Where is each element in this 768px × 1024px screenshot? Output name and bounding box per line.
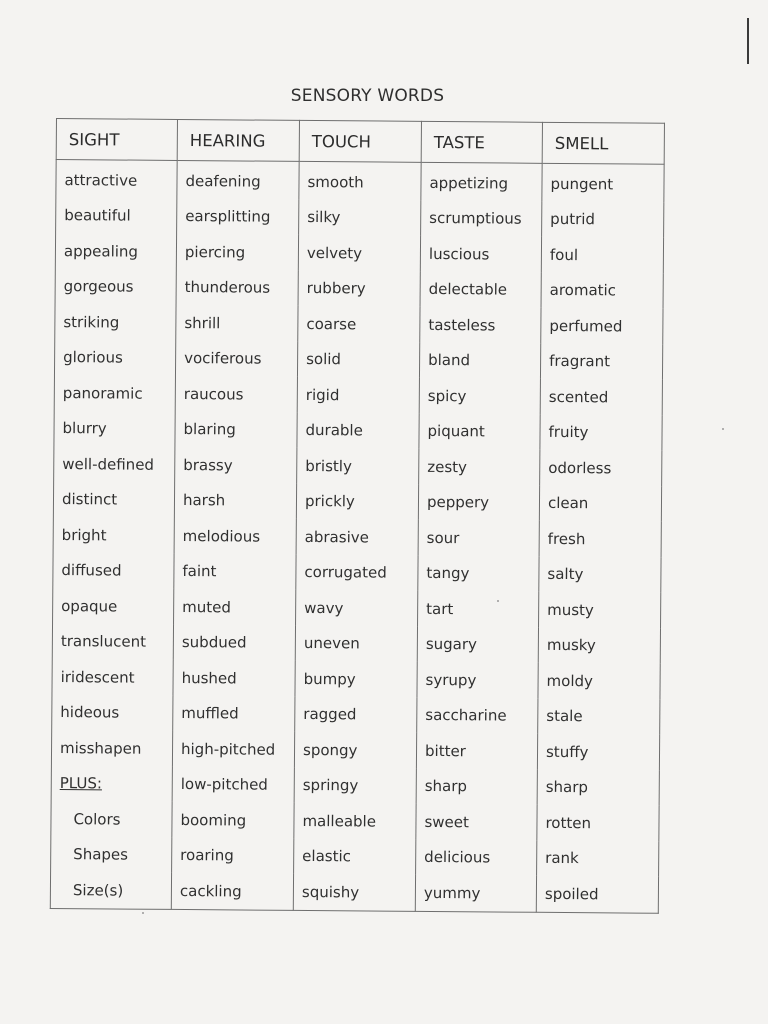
sight-word-cell: beautiful	[56, 198, 177, 234]
hearing-word-cell: booming	[172, 802, 294, 838]
sight-word-cell: glorious	[54, 339, 175, 375]
sensory-words-sheet	[50, 118, 664, 913]
smell-word-cell: perfumed	[541, 308, 663, 344]
taste-word-cell: delicious	[416, 839, 537, 875]
smell-word-cell: fruity	[540, 414, 662, 450]
table-row	[52, 623, 660, 663]
table-row	[51, 730, 659, 770]
touch-word-cell: durable	[297, 412, 419, 448]
hearing-word-cell: raucous	[175, 376, 297, 412]
taste-word-cell: scrumptious	[421, 200, 542, 236]
hearing-word-cell: low-pitched	[172, 766, 294, 802]
smell-word-cell: putrid	[542, 201, 664, 237]
smell-word-cell: spoiled	[536, 876, 658, 913]
hearing-word-cell: earsplitting	[177, 198, 299, 234]
touch-word-cell: silky	[299, 199, 421, 235]
sight-word-cell: well-defined	[54, 446, 175, 482]
touch-word-cell: ragged	[295, 696, 417, 732]
column-header-smell: SMELL	[542, 122, 664, 164]
touch-word-cell: elastic	[294, 838, 416, 874]
sight-word-cell: appealing	[55, 233, 176, 269]
touch-word-cell: bumpy	[295, 661, 417, 697]
touch-word-cell: squishy	[293, 874, 415, 911]
taste-word-cell: sour	[418, 520, 539, 556]
hearing-word-cell: thunderous	[176, 269, 298, 305]
table-row	[51, 836, 659, 876]
smell-word-cell: clean	[539, 485, 661, 521]
table-row	[53, 552, 661, 592]
touch-word-cell: velvety	[298, 235, 420, 271]
touch-word-cell: wavy	[296, 590, 418, 626]
hearing-word-cell: brassy	[175, 447, 297, 483]
sight-extra-item: Colors	[51, 801, 172, 837]
table-row	[52, 694, 660, 734]
table-row	[50, 872, 658, 913]
taste-word-cell: yummy	[415, 875, 536, 912]
touch-word-cell: smooth	[299, 161, 421, 200]
smell-word-cell: pungent	[542, 163, 664, 202]
touch-word-cell: bristly	[297, 448, 419, 484]
smell-word-cell: sharp	[537, 769, 659, 805]
touch-word-cell: malleable	[294, 803, 416, 839]
taste-word-cell: sweet	[416, 804, 537, 840]
touch-word-cell: springy	[294, 767, 416, 803]
smell-word-cell: fragrant	[540, 343, 662, 379]
smell-word-cell: foul	[541, 237, 663, 273]
table-row	[55, 268, 663, 308]
hearing-word-cell: muted	[174, 589, 296, 625]
taste-word-cell: zesty	[419, 449, 540, 485]
taste-word-cell: spicy	[419, 378, 540, 414]
sight-word-cell: attractive	[56, 160, 177, 199]
touch-word-cell: uneven	[295, 625, 417, 661]
scan-edge-mark	[747, 18, 749, 64]
header-row	[56, 119, 664, 165]
smell-word-cell: stuffy	[537, 734, 659, 770]
table-row	[53, 517, 661, 557]
sight-word-cell: bright	[53, 517, 174, 553]
hearing-word-cell: muffled	[173, 695, 295, 731]
hearing-word-cell: piercing	[176, 234, 298, 270]
sight-word-cell: hideous	[52, 694, 173, 730]
touch-word-cell: abrasive	[296, 519, 418, 555]
sight-word-cell: opaque	[53, 588, 174, 624]
taste-word-cell: appetizing	[421, 162, 542, 201]
hearing-word-cell: cackling	[171, 873, 293, 910]
table-row	[54, 339, 662, 379]
sight-word-cell: diffused	[53, 552, 174, 588]
sensory-words-table	[50, 118, 665, 913]
table-row	[52, 659, 660, 699]
hearing-word-cell: deafening	[177, 160, 299, 199]
taste-word-cell: peppery	[418, 484, 539, 520]
hearing-word-cell: shrill	[176, 305, 298, 341]
taste-word-cell: sugary	[417, 626, 538, 662]
sight-word-cell: misshapen	[51, 730, 172, 766]
table-row	[51, 765, 659, 805]
table-row	[54, 410, 662, 450]
touch-word-cell: prickly	[296, 483, 418, 519]
taste-word-cell: bitter	[416, 733, 537, 769]
sight-word-cell: distinct	[53, 481, 174, 517]
smell-word-cell: salty	[539, 556, 661, 592]
touch-word-cell: rubbery	[298, 270, 420, 306]
table-row	[55, 233, 663, 273]
hearing-word-cell: vociferous	[175, 340, 297, 376]
sight-word-cell: iridescent	[52, 659, 173, 695]
smell-word-cell: rotten	[537, 805, 659, 841]
smell-word-cell: musty	[539, 592, 661, 628]
table-row	[54, 446, 662, 486]
sight-extra-item: Shapes	[51, 836, 172, 872]
table-row	[56, 160, 664, 203]
smell-word-cell: rank	[537, 840, 659, 876]
smell-word-cell: moldy	[538, 663, 660, 699]
touch-word-cell: coarse	[298, 306, 420, 342]
table-row	[54, 375, 662, 415]
taste-word-cell: tangy	[418, 555, 539, 591]
touch-word-cell: rigid	[297, 377, 419, 413]
column-header-hearing: HEARING	[177, 119, 299, 161]
hearing-word-cell: subdued	[173, 624, 295, 660]
table-row	[55, 304, 663, 344]
taste-word-cell: bland	[419, 342, 540, 378]
smell-word-cell: odorless	[540, 450, 662, 486]
hearing-word-cell: melodious	[174, 518, 296, 554]
taste-word-cell: luscious	[420, 236, 541, 272]
table-body	[50, 160, 664, 913]
hearing-word-cell: blaring	[175, 411, 297, 447]
sight-word-cell: gorgeous	[55, 268, 176, 304]
sight-word-cell: blurry	[54, 410, 175, 446]
column-header-touch: TOUCH	[299, 120, 421, 162]
touch-word-cell: corrugated	[296, 554, 418, 590]
sight-word-cell: striking	[55, 304, 176, 340]
taste-word-cell: tart	[418, 591, 539, 627]
hearing-word-cell: hushed	[173, 660, 295, 696]
hearing-word-cell: harsh	[174, 482, 296, 518]
smell-word-cell: scented	[540, 379, 662, 415]
table-row	[56, 198, 664, 238]
sight-extra-item: Size(s)	[50, 872, 171, 909]
smell-word-cell: aromatic	[541, 272, 663, 308]
hearing-word-cell: roaring	[172, 837, 294, 873]
taste-word-cell: syrupy	[417, 662, 538, 698]
hearing-word-cell: high-pitched	[172, 731, 294, 767]
scan-speck	[722, 428, 724, 430]
column-header-taste: TASTE	[421, 121, 542, 163]
taste-word-cell: tasteless	[420, 307, 541, 343]
touch-word-cell: spongy	[294, 732, 416, 768]
sight-word-cell: panoramic	[54, 375, 175, 411]
smell-word-cell: fresh	[539, 521, 661, 557]
plus-label: PLUS:	[51, 765, 172, 801]
table-row	[53, 481, 661, 521]
sight-word-cell: translucent	[52, 623, 173, 659]
taste-word-cell: delectable	[420, 271, 541, 307]
page-title: SENSORY WORDS	[290, 86, 445, 106]
taste-word-cell: piquant	[419, 413, 540, 449]
column-header-sight: SIGHT	[56, 119, 177, 161]
smell-word-cell: stale	[538, 698, 660, 734]
smell-word-cell: musky	[538, 627, 660, 663]
table-row	[51, 801, 659, 841]
hearing-word-cell: faint	[174, 553, 296, 589]
taste-word-cell: sharp	[416, 768, 537, 804]
scan-speck	[142, 912, 144, 914]
touch-word-cell: solid	[297, 341, 419, 377]
taste-word-cell: saccharine	[417, 697, 538, 733]
table-row	[53, 588, 661, 628]
